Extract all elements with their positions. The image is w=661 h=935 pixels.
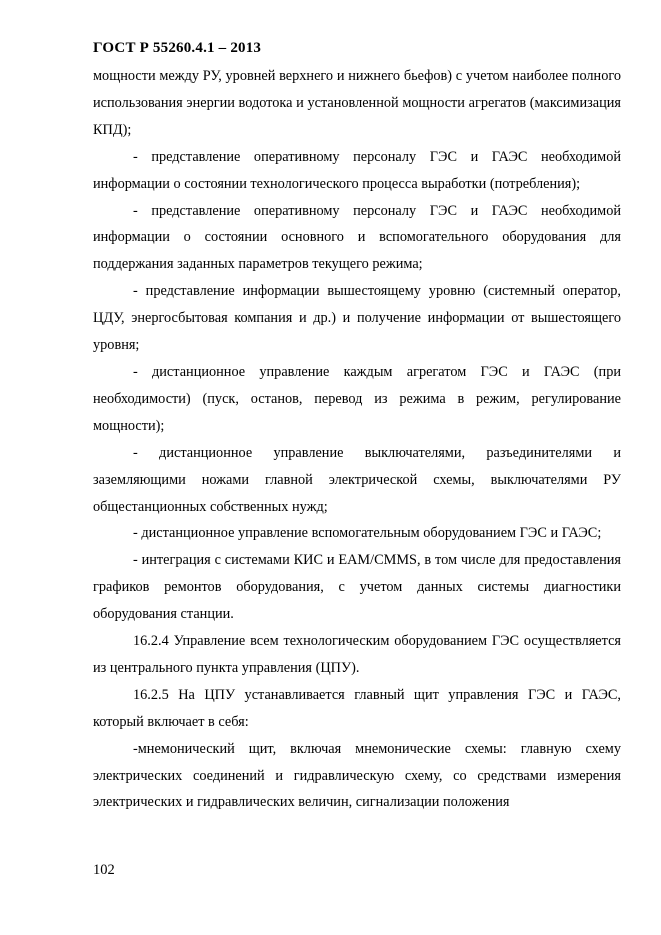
paragraph-4: - дистанционное управление каждым агрегатом ГЭС и ГАЭС (при необходимости) (пуск, останов, перевод из режима в режим, регулирование мощности); [93,363,621,434]
paragraph-7: - интеграция с системами КИС и EAM/CMMS, в том числе для предоставления графиков ремонтов оборудования, с учетом данных системы диагностики оборудования станции. [93,552,621,623]
paragraph-1: - представление оперативному персоналу ГЭС и ГАЭС необходимой информации о состоянии технологического процесса выработки (потребления); [93,148,621,192]
paragraph-8: 16.2.4 Управление всем технологическим оборудованием ГЭС осуществляется из центрального пункта управления (ЦПУ). [93,633,621,676]
paragraph-5: - дистанционное управление выключателями, разъединителями и заземляющими ножами главной электрической схемы, выключателями РУ общестанционных собственных нужд; [93,444,621,515]
paragraph-0: мощности между РУ, уровней верхнего и нижнего бьефов) с учетом наиболее полного использования энергии водотока и установленной мощности агрегатов (максимизация КПД); [93,68,621,138]
page-number: 102 [93,862,115,878]
paragraph-3: - представление информации вышестоящему уровню (системный оператор, ЦДУ, энергосбытовая компания и др.) и получение информации от вышестоящего уровня; [93,283,621,354]
document-body [93,63,621,816]
paragraph-6: - дистанционное управление вспомогательным оборудованием ГЭС и ГАЭС; [133,525,602,542]
paragraph-9: 16.2.5 На ЦПУ устанавливается главный щит управления ГЭС и ГАЭС, который включает в себя: [93,686,621,730]
paragraph-2: - представление оперативному персоналу ГЭС и ГАЭС необходимой информации о состоянии основного и вспомогательного оборудования для поддержания заданных параметров текущего режима; [93,202,621,273]
document-header: ГОСТ Р 55260.4.1 – 2013 [93,40,262,56]
paragraph-10: -мнемонический щит, включая мнемонические схемы: главную схему электрических соединений и гидравлическую схему, со средствами измерения электрических и гидравлических величин, сигнализации положения [93,740,621,811]
